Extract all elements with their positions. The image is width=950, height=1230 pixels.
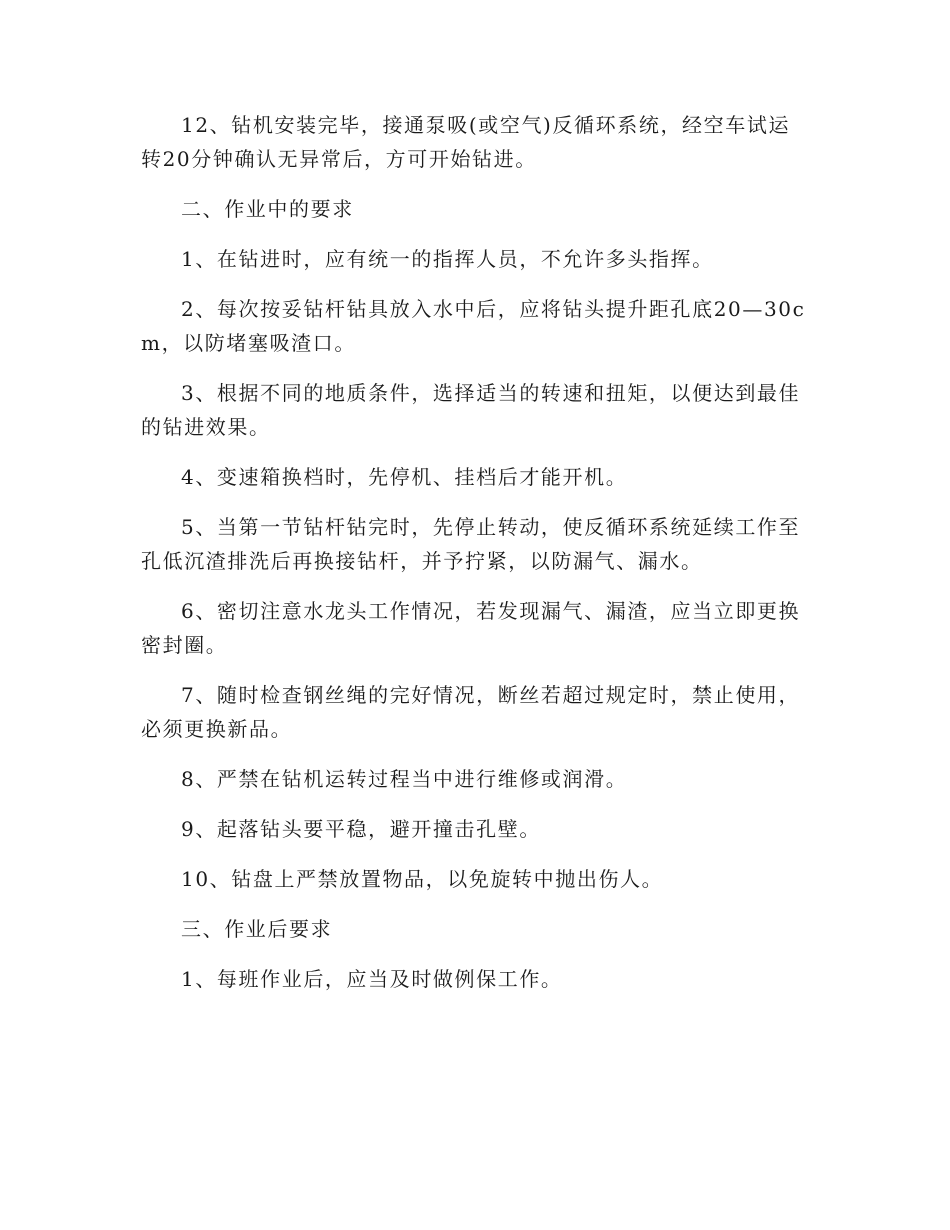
paragraph-item-6-swivel-check: 6、密切注意水龙头工作情况，若发现漏气、漏渣，应当立即更换密封圈。	[141, 599, 801, 657]
paragraph-item-4-gear-change: 4、变速箱换档时，先停机、挂档后才能开机。	[181, 465, 628, 489]
paragraph-item-3-speed-torque: 3、根据不同的地质条件，选择适当的转速和扭矩，以便达到最佳的钻进效果。	[141, 381, 801, 439]
paragraph-item-8-no-maintenance-running: 8、严禁在钻机运转过程当中进行维修或润滑。	[181, 767, 628, 791]
section-heading-after-operation: 三、作业后要求	[181, 917, 333, 941]
paragraph-item-7-wire-rope-check: 7、随时检查钢丝绳的完好情况，断丝若超过规定时，禁止使用，必须更换新品。	[141, 683, 801, 741]
paragraph-item-2-lift-drill-bit: 2、每次按妥钻杆钻具放入水中后，应将钻头提升距孔底20—30cm，以防堵塞吸渣口。	[141, 297, 806, 355]
paragraph-item-1-unified-command: 1、在钻进时，应有统一的指挥人员，不允许多头指挥。	[181, 247, 714, 271]
document-body	[141, 108, 806, 1012]
paragraph-item-9-lower-bit-smoothly: 9、起落钻头要平稳，避开撞击孔壁。	[181, 817, 541, 841]
paragraph-item-5-drill-rod-change: 5、当第一节钻杆钻完时，先停止转动，使反循环系统延续工作至孔低沉渣排洗后再换接钻杆，并予拧紧，以防漏气、漏水。	[141, 515, 801, 573]
paragraph-item-1-routine-maintenance: 1、每班作业后，应当及时做例保工作。	[181, 967, 563, 991]
section-heading-during-operation: 二、作业中的要求	[181, 197, 354, 221]
paragraph-item-10-no-objects-on-table: 10、钻盘上严禁放置物品，以免旋转中抛出伤人。	[181, 867, 664, 891]
paragraph-item-12-rig-installation: 12、钻机安装完毕，接通泵吸(或空气)反循环系统，经空车试运转20分钟确认无异常后，方可开始钻进。	[141, 113, 791, 171]
